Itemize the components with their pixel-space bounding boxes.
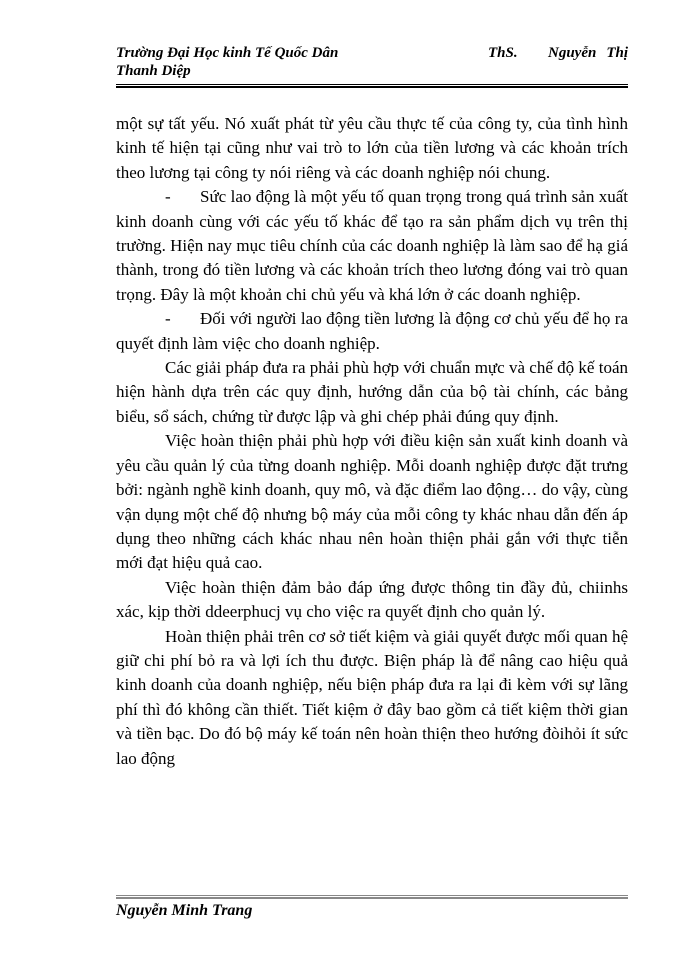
paragraph-4: Việc hoàn thiện đảm bảo đáp ứng được thông tin đầy đủ, chiinhs xác, kịp thời ddeerphucj vụ cho việc ra quyết định cho quản lý.	[116, 577, 628, 622]
bullet-dash: -	[165, 187, 171, 207]
header-school: Trường Đại Học kinh Tế Quốc Dân	[116, 45, 339, 61]
page-body	[116, 112, 628, 771]
header-row	[116, 44, 628, 62]
header-degree: ThS.	[488, 45, 518, 61]
bullet-item-1	[116, 185, 628, 307]
paragraph-5: Hoàn thiện phải trên cơ sở tiết kiệm và giải quyết được mối quan hệ giữ chi phí bỏ ra và lợi ích thu được. Biện pháp là để nâng cao hiệu quả kinh doanh của doanh nghiệp, nếu biện pháp đưa ra lại đi kèm với sự lãng phí thì đó không cần thiết. Tiết kiệm ở đây bao gồm cả tiết kiệm thời gian và tiền bạc. Do đó bộ máy kế toán nên hoàn thiện theo hướng đòihỏi ít sức lao động	[116, 626, 628, 768]
footer-author: Nguyễn Minh Trang	[116, 902, 253, 919]
header-rule	[116, 84, 628, 88]
paragraph-3: Việc hoàn thiện phải phù hợp với điều kiện sản xuất kinh doanh và yêu cầu quản lý của từng doanh nghiệp. Mỗi doanh nghiệp được đặt trưng bởi: ngành nghề kinh doanh, quy mô, và đặc điểm lao động… do vậy, cùng vận dụng một chế độ nhưng bộ máy của mỗi công ty khác nhau dẫn đến áp dụng theo những cách khác nhau nên hoàn thiện phải gắn với thực tiễn mới đạt hiệu quả cao.	[116, 431, 628, 573]
bullet-text-2: Đối với người lao động tiền lương là động cơ chủ yếu để họ ra quyết định làm việc cho doanh nghiệp.	[116, 309, 628, 353]
header-middle-name: Thị	[606, 45, 628, 61]
paragraph-2: Các giải pháp đưa ra phải phù hợp với chuẩn mực và chế độ kế toán hiện hành dựa trên các quy định, hướng dẫn của bộ tài chính, các bảng biểu, sổ sách, chứng từ được lập và ghi chép phải đúng quy định.	[116, 358, 628, 426]
page-header	[116, 44, 628, 80]
bullet-dash: -	[165, 309, 171, 329]
header-given-name: Thanh Diệp	[116, 63, 191, 79]
footer-rule	[116, 895, 628, 899]
bullet-item-2	[116, 307, 628, 356]
header-surname: Nguyễn	[548, 45, 597, 61]
bullet-text-1: Sức lao động là một yếu tố quan trọng trong quá trình sản xuất kinh doanh cùng với các yếu tố khác để tạo ra sản phẩm dịch vụ trên thị trường. Hiện nay mục tiêu chính của các doanh nghiệp là làm sao để hạ giá thành, trong đó tiền lương và các khoản trích theo lương đóng vai trò quan trọng. Đây là một khoản chi chủ yếu và khá lớn ở các doanh nghiệp.	[116, 187, 628, 304]
paragraph-1: một sự tất yếu. Nó xuất phát từ yêu cầu thực tế của công ty, của tình hình kinh tế hiện tại cũng như vai trò to lớn của tiền lương và các khoản trích theo lương tại công ty nói riêng và các doanh nghiệp nói chung.	[116, 114, 628, 182]
